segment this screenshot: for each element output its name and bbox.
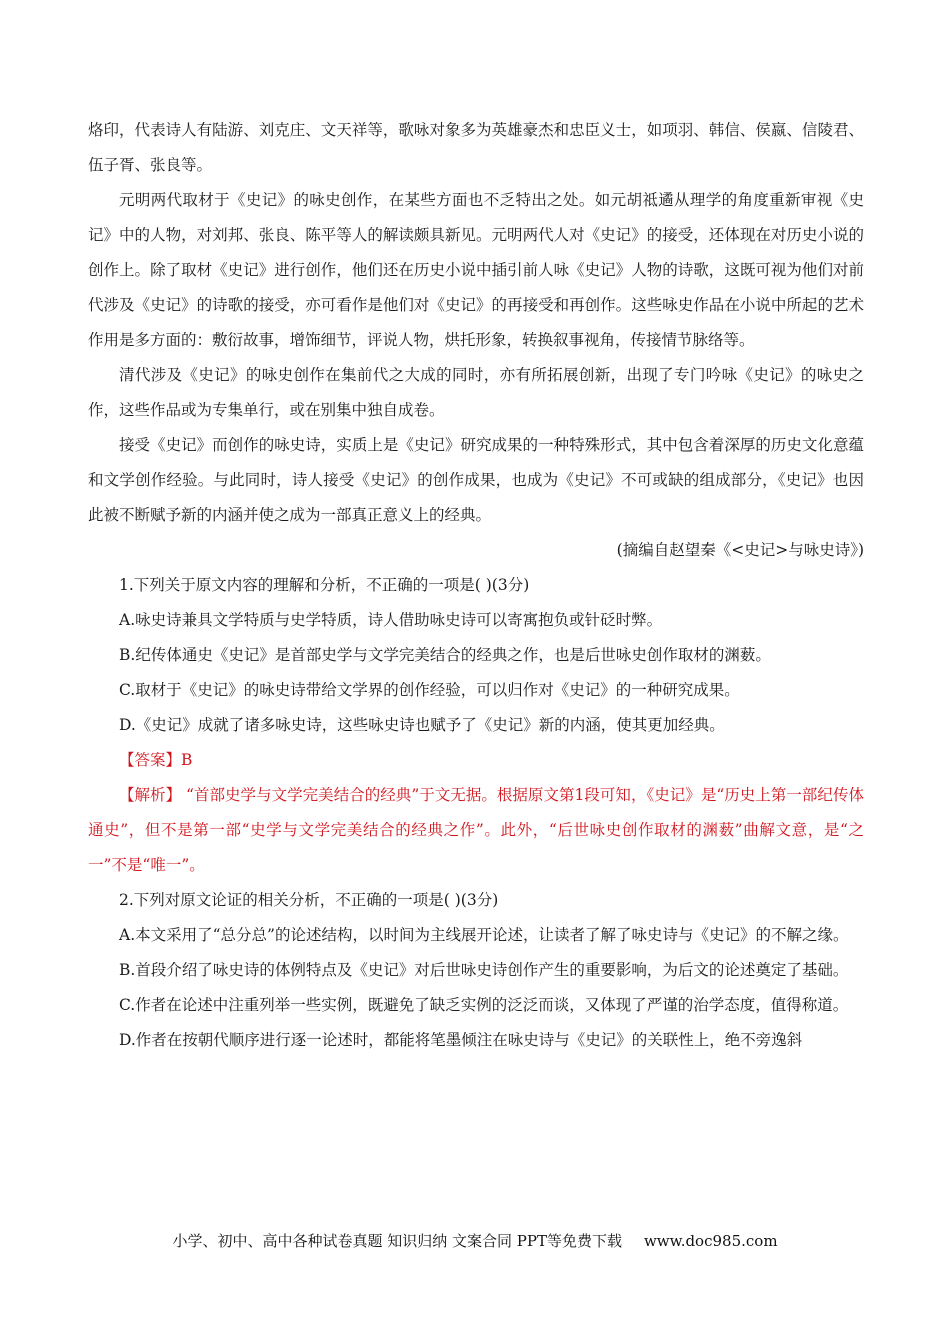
analysis-text: “首部史学与文学完美结合的经典”于文无据。根据原文第1段可知，《史记》是“历史上第一部纪传体通史”，但不是第一部“史学与文学完美结合的经典之作”。此外，“后世咏史创作取材的渊薮”曲解文意，是“之一”不是“唯一”。 [88,786,864,874]
paragraph: 烙印，代表诗人有陆游、刘克庄、文天祥等，歌咏对象多为英雄豪杰和忠臣义士，如项羽、韩信、侯嬴、信陵君、伍子胥、张良等。 [88,121,864,174]
answer-tag: 【答案】 [119,751,182,769]
question-1-stem: 1.下列关于原文内容的理解和分析，不正确的一项是( )(3分) [119,576,530,594]
document-body [88,113,864,1058]
answer-value: B [181,751,193,769]
footer-text: 小学、初中、高中各种试卷真题 知识归纳 文案合同 PPT等免费下载 [172,1232,622,1250]
question-1-option-d: D.《史记》成就了诸多咏史诗，这些咏史诗也赋予了《史记》新的内涵，使其更加经典。 [119,716,725,734]
question-1-option-b: B.纪传体通史《史记》是首部史学与文学完美结合的经典之作，也是后世咏史创作取材的渊薮。 [119,646,771,664]
paragraph: 接受《史记》而创作的咏史诗，实质上是《史记》研究成果的一种特殊形式，其中包含着深厚的历史文化意蕴和文学创作经验。与此同时，诗人接受《史记》的创作成果，也成为《史记》不可或缺的组成部分，《史记》也因此被不断赋予新的内涵并使之成为一部真正意义上的经典。 [88,436,864,524]
question-2-option-a: A.本文采用了“总分总”的论述结构，以时间为主线展开论述，让读者了解了咏史诗与《史记》的不解之缘。 [119,926,849,944]
source-citation: (摘编自赵望秦《<史记>与咏史诗》) [616,541,864,559]
question-2-option-b: B.首段介绍了咏史诗的体例特点及《史记》对后世咏史诗创作产生的重要影响，为后文的论述奠定了基础。 [119,961,849,979]
page-footer [0,1226,950,1256]
paragraph: 清代涉及《史记》的咏史创作在集前代之大成的同时，亦有所拓展创新，出现了专门吟咏《史记》的咏史之作，这些作品或为专集单行，或在别集中独自成卷。 [88,366,864,419]
footer-url[interactable]: www.doc985.com [643,1232,778,1250]
question-2-option-d: D.作者在按朝代顺序进行逐一论述时，都能将笔墨倾注在咏史诗与《史记》的关联性上，绝不旁逸斜 [119,1031,803,1049]
question-1-option-c: C.取材于《史记》的咏史诗带给文学界的创作经验，可以归作对《史记》的一种研究成果。 [119,681,740,699]
paragraph: 元明两代取材于《史记》的咏史创作，在某些方面也不乏特出之处。如元胡祗遹从理学的角度重新审视《史记》中的人物，对刘邦、张良、陈平等人的解读颇具新见。元明两代人对《史记》的接受，还体现在对历史小说的创作上。除了取材《史记》进行创作，他们还在历史小说中插引前人咏《史记》人物的诗歌，这既可视为他们对前代涉及《史记》的诗歌的接受，亦可看作是他们对《史记》的再接受和再创作。这些咏史作品在小说中所起的艺术作用是多方面的：敷衍故事，增饰细节，评说人物，烘托形象，转换叙事视角，传接情节脉络等。 [88,191,864,349]
question-2-option-c: C.作者在论述中注重列举一些实例，既避免了缺乏实例的泛泛而谈，又体现了严谨的治学态度，值得称道。 [119,996,849,1014]
analysis-tag: 【解析】 [119,786,182,804]
question-1-analysis [88,778,864,883]
question-1-answer [88,743,864,778]
question-1-option-a: A.咏史诗兼具文学特质与史学特质，诗人借助咏史诗可以寄寓抱负或针砭时弊。 [119,611,663,629]
question-2-stem: 2.下列对原文论证的相关分析，不正确的一项是( )(3分) [119,891,499,909]
